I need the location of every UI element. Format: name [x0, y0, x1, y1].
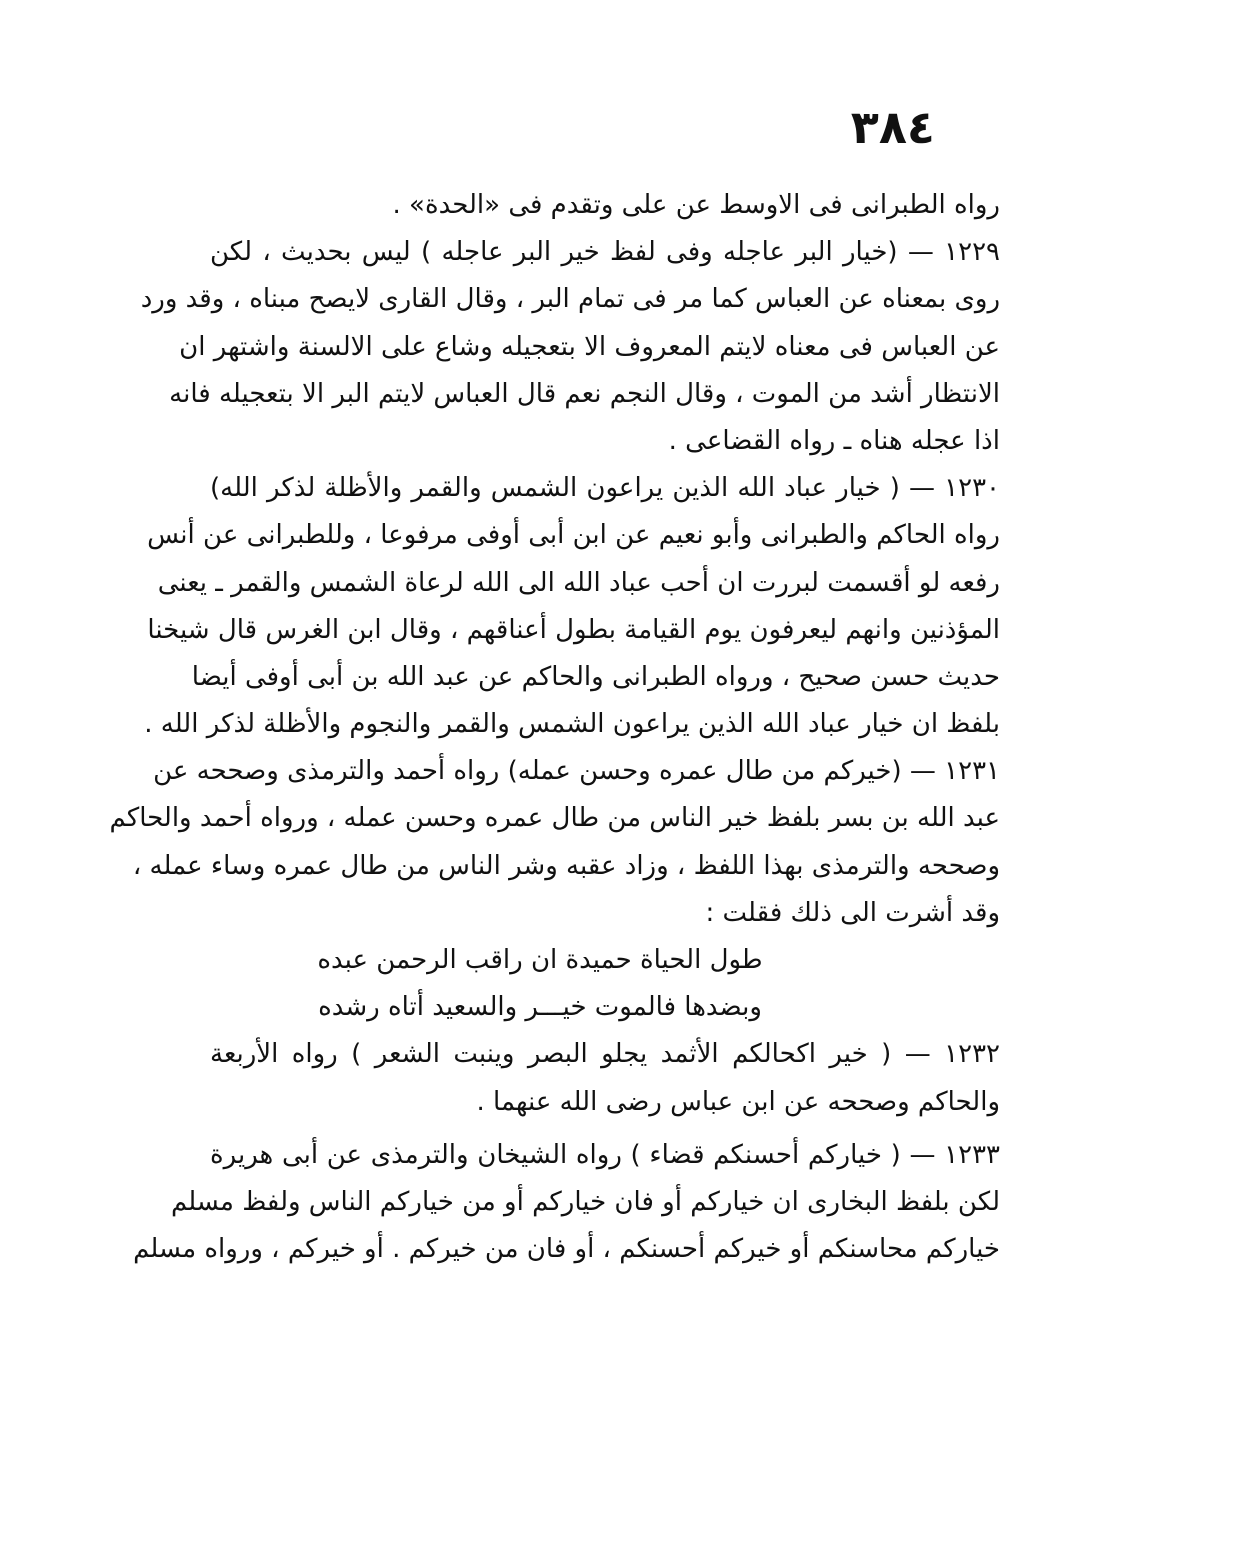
text-line: عن العباس فى معناه لايتم المعروف الا بتعجيله وشاع على الالسنة واشتهر ان [179, 331, 1000, 362]
text-line: عبد الله بن بسر بلفظ خير الناس من طال عمره وحسن عمله ، ورواه أحمد والحاكم [109, 803, 1000, 834]
text-line: ١٢٣٣ — ( خياركم أحسنكم قضاء ) رواه الشيخان والترمذى عن أبى هريرة [210, 1139, 1000, 1170]
text-line: وقد أشرت الى ذلك فقلت : [705, 897, 1000, 928]
text-line: ١٢٢٩ — (خيار البر عاجله وفى لفظ خير البر عاجله ) ليس بحديث ، لكن [210, 237, 1000, 268]
text-line: ١٢٣١ — (خيركم من طال عمره وحسن عمله) رواه أحمد والترمذى وصححه عن [153, 756, 1000, 787]
text-line: رواه الطبرانى فى الاوسط عن على وتقدم فى «الحدة» . [392, 190, 1000, 220]
text-line: ١٢٣٠ — ( خيار عباد الله الذين يراعون الشمس والقمر والأظلة لذكر الله) [210, 473, 1000, 504]
text-line: وصححه والترمذى بهذا اللفظ ، وزاد عقبه وشر الناس من طال عمره وساء عمله ، [132, 850, 1000, 881]
text-line: ١٢٣٢ — ( خير اكحالكم الأثمد يجلو البصر وينبت الشعر ) رواه الأربعة [210, 1039, 1000, 1070]
body-text [109, 182, 1000, 1273]
text-line: بلفظ ان خيار عباد الله الذين يراعون الشمس والقمر والنجوم والأظلة لذكر الله . [144, 709, 1000, 740]
text-line: لكن بلفظ البخارى ان خياركم أو فان خياركم أو من خياركم الناس ولفظ مسلم [170, 1186, 1000, 1217]
text-line: المؤذنين وانهم ليعرفون يوم القيامة بطول أعناقهم ، وقال ابن الغرس قال شيخنا [147, 614, 1000, 645]
text-line: رفعه لو أقسمت لبررت ان أحب عباد الله الى الله لرعاة الشمس والقمر ـ يعنى [157, 567, 1000, 598]
verse-line: طول الحياة حميدة ان راقب الرحمن عبده [317, 945, 763, 975]
text-line: والحاكم وصححه عن ابن عباس رضى الله عنهما . [476, 1086, 1000, 1117]
text-line: الانتظار أشد من الموت ، وقال النجم نعم قال العباس لايتم البر الا بتعجيله فانه [169, 378, 1000, 409]
text-line: اذا عجله هناه ـ رواه القضاعى . [668, 425, 1000, 456]
verse-line: وبضدها فالموت خيـــر والسعيد أتاه رشده [318, 992, 762, 1023]
page-number: ٣٨٤ [850, 100, 935, 154]
text-line: حديث حسن صحيح ، ورواه الطبرانى والحاكم عن عبد الله بن أبى أوفى أيضا [191, 661, 1000, 692]
text-line: روى بمعناه عن العباس كما مر فى تمام البر ، وقال القارى لايصح مبناه ، وقد ورد [140, 284, 1000, 315]
text-line: خياركم محاسنكم أو خيركم أحسنكم ، أو فان من خيركم . أو خيركم ، ورواه مسلم [133, 1234, 1000, 1265]
text-line: رواه الحاكم والطبرانى وأبو نعيم عن ابن أبى أوفى مرفوعا ، وللطبرانى عن أنس [147, 520, 1000, 551]
